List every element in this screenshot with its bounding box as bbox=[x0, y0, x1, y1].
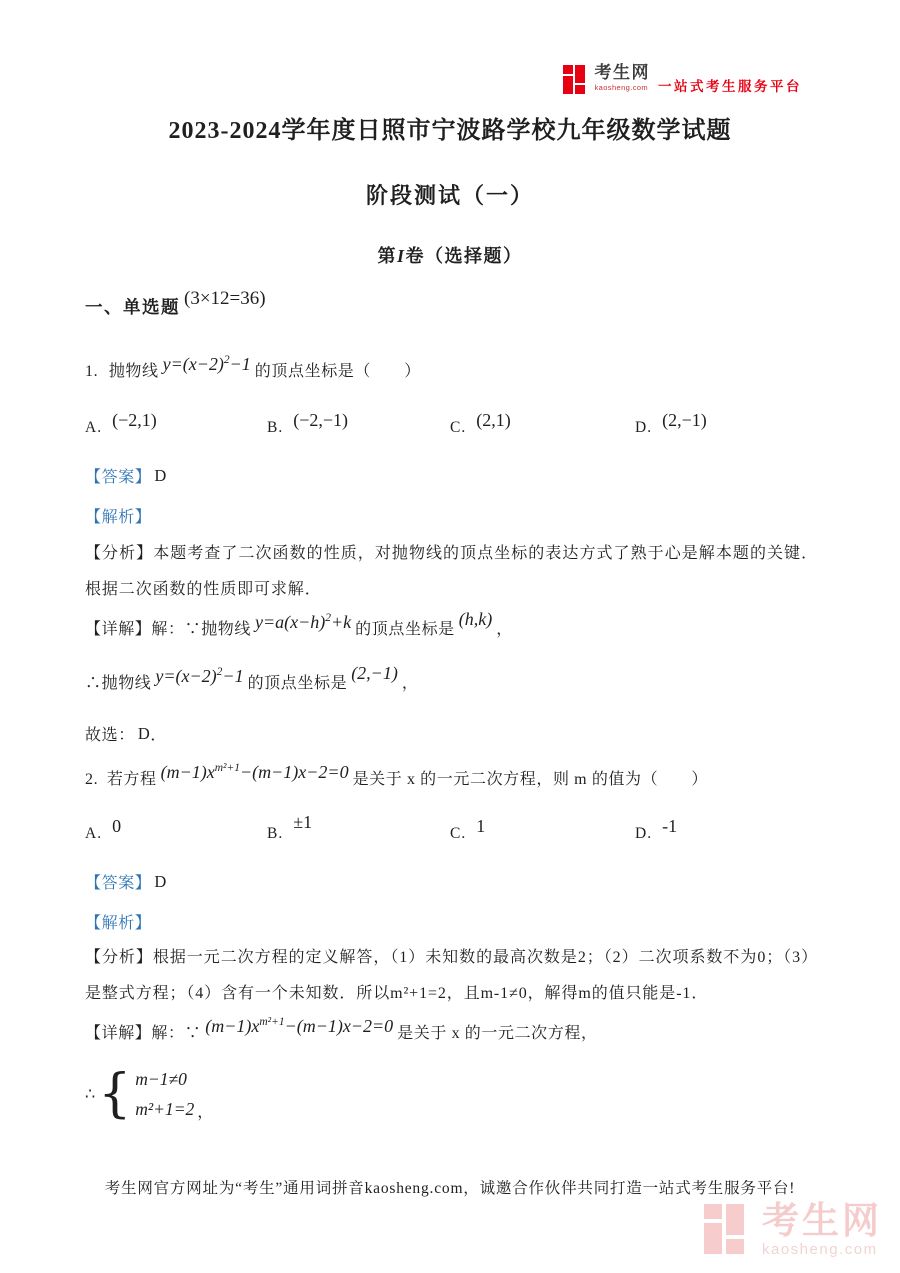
q1-xj1-mid: 的顶点坐标是 bbox=[355, 621, 455, 638]
q1-xj2-rest: −1 bbox=[222, 666, 244, 686]
q2-answer-line bbox=[85, 870, 167, 893]
q1-concl-end: ． bbox=[150, 727, 167, 744]
system-equation-2: m²+1=2 bbox=[135, 1098, 195, 1119]
q1-xj1-formula bbox=[255, 612, 351, 632]
q2-option-d-label: D. bbox=[635, 825, 653, 842]
q2-fenxi-tag: 【分析】 bbox=[85, 949, 153, 966]
q1-stem-post: 的顶点坐标是（ ） bbox=[254, 363, 421, 380]
q1-xj1-pre: 解：∵抛物线 bbox=[151, 621, 252, 638]
q2-jiexi-tag: 【解析】 bbox=[85, 915, 152, 932]
q1-detail-line-2 bbox=[85, 663, 419, 693]
q2-equation-system bbox=[85, 1062, 213, 1126]
q2-option-d bbox=[635, 816, 681, 843]
system-equations bbox=[135, 1069, 194, 1120]
kaosheng-logo-icon bbox=[563, 64, 589, 94]
q1-xj1-end: ， bbox=[496, 621, 513, 638]
q2-option-a-label: A. bbox=[85, 825, 103, 842]
part1-heading bbox=[0, 242, 900, 268]
q1-option-d-value: (2,−1) bbox=[662, 410, 707, 430]
q1-xj1-coord: (h,k) bbox=[458, 609, 493, 629]
q2-jiexi-line bbox=[85, 910, 151, 933]
q1-concl-answer: D bbox=[137, 724, 151, 743]
brand-name: 考生网 bbox=[594, 63, 650, 82]
q2-option-b-value: ±1 bbox=[293, 812, 313, 832]
q1-formula-rest: −1 bbox=[229, 354, 251, 374]
q1-stem-pre: 抛物线 bbox=[108, 363, 159, 380]
q1-xj2-coord: (2,−1) bbox=[351, 663, 398, 683]
q1-conclusion-line bbox=[85, 722, 167, 745]
q1-option-d-label: D. bbox=[635, 419, 653, 436]
q1-option-a-value: (−2,1) bbox=[112, 410, 157, 430]
q1-fenxi-tag: 【分析】 bbox=[85, 545, 154, 562]
doc-subtitle: 阶段测试（一） bbox=[365, 183, 534, 208]
q2-option-b bbox=[267, 812, 316, 843]
q1-xj2-end: ， bbox=[401, 675, 419, 692]
q2-xj-rest: −(m−1)x−2=0 bbox=[284, 1016, 394, 1036]
q2-option-d-value: -1 bbox=[662, 816, 678, 836]
q1-formula bbox=[163, 354, 251, 374]
q2-formula-rest: −(m−1)x−2=0 bbox=[240, 762, 349, 782]
q2-stem-pre: 若方程 bbox=[106, 771, 157, 788]
q1-option-c-value: (2,1) bbox=[476, 410, 511, 430]
watermark-text-group bbox=[762, 1202, 882, 1257]
q1-formula-exp: 2 bbox=[223, 354, 230, 366]
q1-option-b-value: (−2,−1) bbox=[293, 410, 349, 430]
q2-fenxi-text: 根据一元二次方程的定义解答，（1）未知数的最高次数是2；（2）二次项系数不为0；（3）是整式方程；（4）含有一个未知数．所以m²+1=2，且m-1≠0，解得m的值只能是-1． bbox=[85, 949, 819, 1002]
q1-xj1-exp: 2 bbox=[325, 612, 332, 624]
q1-option-b-label: B. bbox=[267, 419, 284, 436]
section1-heading bbox=[85, 288, 270, 319]
q1-detail-line-1 bbox=[85, 609, 513, 639]
section1-count-formula: (3×12=36) bbox=[184, 288, 266, 309]
q2-xj-formula bbox=[205, 1016, 393, 1036]
system-equation-1: m−1≠0 bbox=[135, 1068, 187, 1089]
watermark-brand: 考生网 bbox=[762, 1200, 882, 1241]
q1-option-c bbox=[450, 410, 515, 437]
q1-xj1-base: y=a(x−h) bbox=[255, 612, 326, 632]
section1-label: 一、单选题 bbox=[85, 297, 180, 317]
brand-domain: kaosheng.com bbox=[594, 83, 649, 92]
q2-option-c-value: 1 bbox=[476, 816, 486, 836]
q1-number: 1. bbox=[85, 363, 99, 380]
q1-answer-tag: 【答案】 bbox=[85, 469, 152, 486]
q2-answer-tag: 【答案】 bbox=[85, 875, 152, 892]
q2-xj-base: (m−1)x bbox=[205, 1016, 260, 1036]
q1-formula-base: y=(x−2) bbox=[162, 354, 224, 374]
q1-fenxi-text: 本题考查了二次函数的性质，对抛物线的顶点坐标的表达方式了熟于心是解本题的关键．根据二次函数的性质即可求解． bbox=[85, 545, 818, 598]
q1-xj2-mid: 的顶点坐标是 bbox=[247, 675, 348, 692]
q2-fenxi-paragraph bbox=[85, 940, 818, 1011]
question-2-stem bbox=[85, 762, 709, 789]
brand-tagline: 一站式考生服务平台 bbox=[658, 79, 802, 94]
q2-number: 2. bbox=[85, 771, 99, 788]
q1-concl-pre: 故选： bbox=[85, 727, 135, 744]
system-trailing-comma: ， bbox=[197, 1104, 214, 1121]
part1-post: 卷（选择题） bbox=[405, 246, 523, 266]
q2-xj-exp: m²+1 bbox=[259, 1016, 285, 1028]
q1-option-a-label: A. bbox=[85, 419, 103, 436]
part1-roman-numeral: I bbox=[396, 246, 406, 266]
q2-formula-base: (m−1)x bbox=[160, 762, 215, 782]
q2-option-a-value: 0 bbox=[112, 816, 122, 836]
q1-answer-line bbox=[85, 464, 167, 487]
q1-xj1-rest: +k bbox=[331, 612, 352, 632]
q1-xj2-pre: ∴抛物线 bbox=[85, 675, 152, 692]
q2-formula-exp: m²+1 bbox=[214, 762, 241, 774]
q2-detail-line bbox=[85, 1016, 598, 1043]
watermark-logo-icon bbox=[704, 1202, 752, 1254]
q1-xj2-exp: 2 bbox=[216, 666, 223, 678]
q2-stem-post: 是关于 x 的一元二次方程，则 m 的值为（ ） bbox=[352, 771, 709, 788]
q1-option-b bbox=[267, 410, 352, 437]
watermark-domain: kaosheng.com bbox=[762, 1241, 878, 1258]
q1-option-c-label: C. bbox=[450, 419, 467, 436]
q1-answer-value: D bbox=[154, 466, 167, 485]
therefore-symbol: ∴ bbox=[85, 1086, 96, 1103]
watermark-logo bbox=[704, 1202, 882, 1257]
q1-option-a bbox=[85, 410, 161, 437]
footer-note: 考生网官方网址为“考生”通用词拼音kaosheng.com，诚邀合作伙伴共同打造一站式考生服务平台! bbox=[104, 1180, 796, 1197]
q2-option-b-label: B. bbox=[267, 825, 284, 842]
q2-formula bbox=[161, 762, 349, 782]
q1-xj2-base: y=(x−2) bbox=[155, 666, 217, 686]
q1-jiexi-line bbox=[85, 504, 151, 527]
q2-xiangjie-tag: 【详解】 bbox=[85, 1025, 152, 1042]
q2-xj-pre: 解：∵ bbox=[151, 1025, 202, 1042]
brand-text-group bbox=[595, 64, 651, 92]
q1-xj2-formula bbox=[155, 666, 243, 686]
q1-xiangjie-tag: 【详解】 bbox=[85, 621, 152, 638]
q1-option-d bbox=[635, 410, 711, 437]
q2-option-c bbox=[450, 816, 489, 843]
system-brace: { bbox=[98, 1064, 132, 1124]
question-1-stem bbox=[85, 354, 421, 381]
part1-pre: 第 bbox=[377, 246, 397, 266]
doc-title: 2023-2024学年度日照市宁波路学校九年级数学试题 bbox=[168, 118, 732, 144]
q1-jiexi-tag: 【解析】 bbox=[85, 509, 152, 526]
q2-answer-value: D bbox=[154, 872, 167, 891]
header-logo bbox=[563, 64, 803, 95]
q2-option-c-label: C. bbox=[450, 825, 467, 842]
q1-fenxi-paragraph bbox=[85, 536, 818, 607]
q2-xj-post: 是关于 x 的一元二次方程， bbox=[397, 1025, 598, 1042]
q2-option-a bbox=[85, 816, 125, 843]
